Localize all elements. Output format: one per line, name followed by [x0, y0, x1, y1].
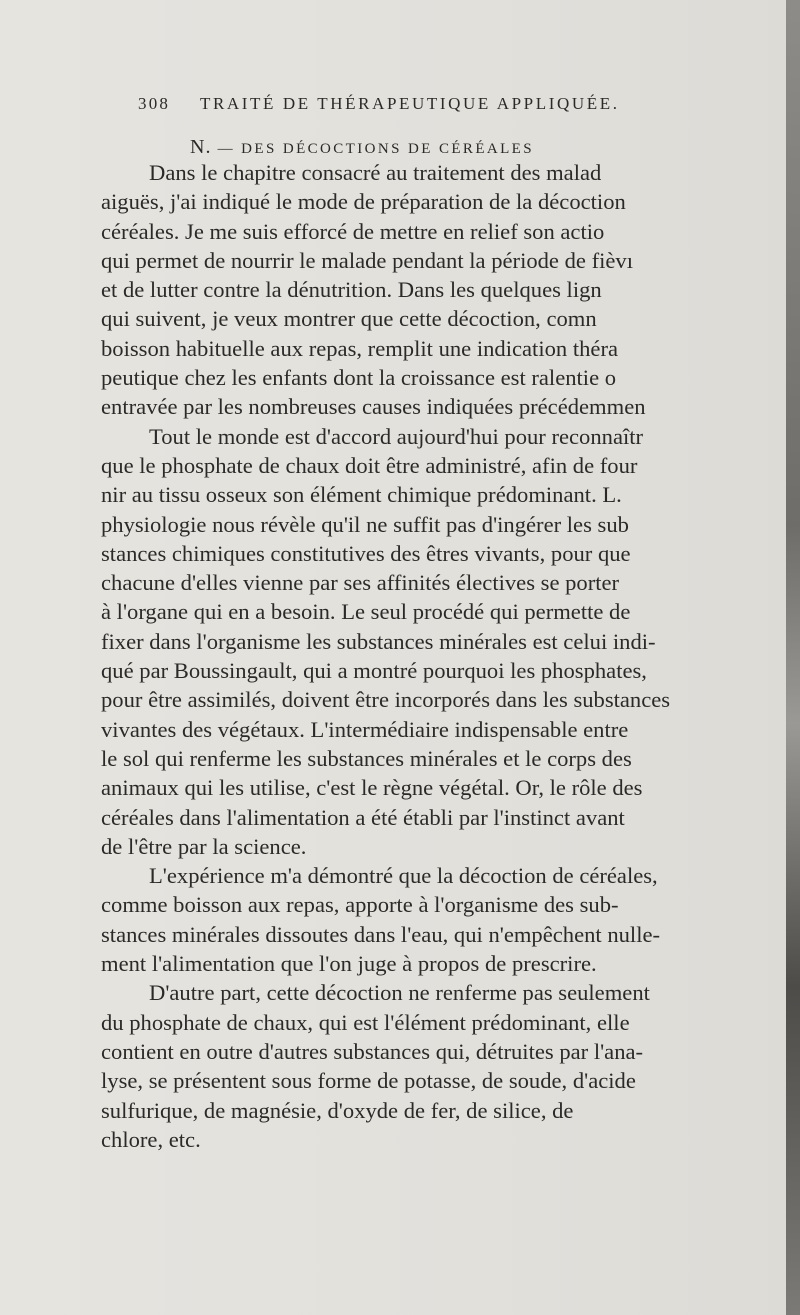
text-line: que le phosphate de chaux doit être administré, afin de four	[101, 452, 638, 478]
section-heading	[190, 136, 710, 159]
text-line: qué par Boussingault, qui a montré pourquoi les phosphates,	[101, 658, 647, 684]
text-line: chlore, etc.	[101, 1126, 201, 1152]
text-line: stances minérales dissoutes dans l'eau, qui n'empêchent nulle-	[101, 921, 661, 947]
text-line: vivantes des végétaux. L'intermédiaire indispensable entre	[101, 716, 629, 742]
text-line: du phosphate de chaux, qui est l'élément prédominant, elle	[101, 1009, 630, 1035]
section-letter: N.	[190, 136, 212, 158]
text-line: D'autre part, cette décoction ne renferme pas seulement	[149, 980, 650, 1006]
paragraph	[101, 861, 785, 978]
text-line: Dans le chapitre consacré au traitement des malad	[149, 160, 602, 185]
text-line: qui permet de nourrir le malade pendant la période de fièvı	[101, 247, 633, 273]
text-line: L'expérience m'a démontré que la décoction de céréales,	[149, 863, 658, 889]
text-line: céréales. Je me suis efforcé de mettre en relief son actio	[101, 218, 605, 244]
text-line: Tout le monde est d'accord aujourd'hui pour reconnaîtr	[149, 423, 644, 449]
page-number: 308	[138, 94, 171, 113]
running-title: TRAITÉ DE THÉRAPEUTIQUE APPLIQUÉE.	[200, 94, 620, 113]
text-line: contient en outre d'autres substances qui, détruites par l'ana-	[101, 1038, 644, 1064]
paragraph	[101, 978, 785, 1154]
text-line: stances chimiques constitutives des êtres vivants, pour que	[101, 540, 631, 566]
text-line: à l'organe qui en a besoin. Le seul procédé qui permette de	[101, 599, 631, 625]
text-line: qui suivent, je veux montrer que cette décoction, comn	[101, 306, 597, 332]
text-line: lyse, se présentent sous forme de potasse, de soude, d'acide	[101, 1068, 636, 1094]
text-line: boisson habituelle aux repas, remplit une indication théra	[101, 335, 618, 361]
section-title: — DES DÉCOCTIONS DE CÉRÉALES	[217, 141, 534, 157]
text-line: céréales dans l'alimentation a été établi par l'instinct avant	[101, 804, 625, 830]
text-line: le sol qui renferme les substances minérales et le corps des	[101, 745, 632, 771]
text-line: fixer dans l'organisme les substances minérales est celui indi-	[101, 628, 656, 654]
text-line: chacune d'elles vienne par ses affinités électives se porter	[101, 570, 620, 596]
text-line: de l'être par la science.	[101, 833, 307, 859]
text-line: animaux qui les utilise, c'est le règne végétal. Or, le rôle des	[101, 775, 643, 801]
text-line: physiologie nous révèle qu'il ne suffit pas d'ingérer les sub	[101, 511, 629, 537]
text-line: comme boisson aux repas, apporte à l'organisme des sub-	[101, 892, 619, 918]
running-header	[138, 94, 698, 118]
text-line: sulfurique, de magnésie, d'oxyde de fer, de silice, de	[101, 1097, 574, 1123]
text-line: ment l'alimentation que l'on juge à propos de prescrire.	[101, 951, 597, 977]
paragraph	[101, 158, 785, 422]
body-text	[101, 158, 785, 1154]
text-line: entravée par les nombreuses causes indiquées précédemmen	[101, 394, 646, 420]
paragraph	[101, 422, 785, 861]
text-line: aiguës, j'ai indiqué le mode de préparation de la décoction	[101, 189, 626, 215]
text-line: et de lutter contre la dénutrition. Dans les quelques lign	[101, 277, 602, 303]
text-line: peutique chez les enfants dont la croissance est ralentie o	[101, 365, 617, 391]
page-edge	[786, 0, 800, 1315]
text-line: nir au tissu osseux son élément chimique prédominant. L.	[101, 482, 622, 508]
text-line: pour être assimilés, doivent être incorporés dans les substances	[101, 687, 671, 713]
